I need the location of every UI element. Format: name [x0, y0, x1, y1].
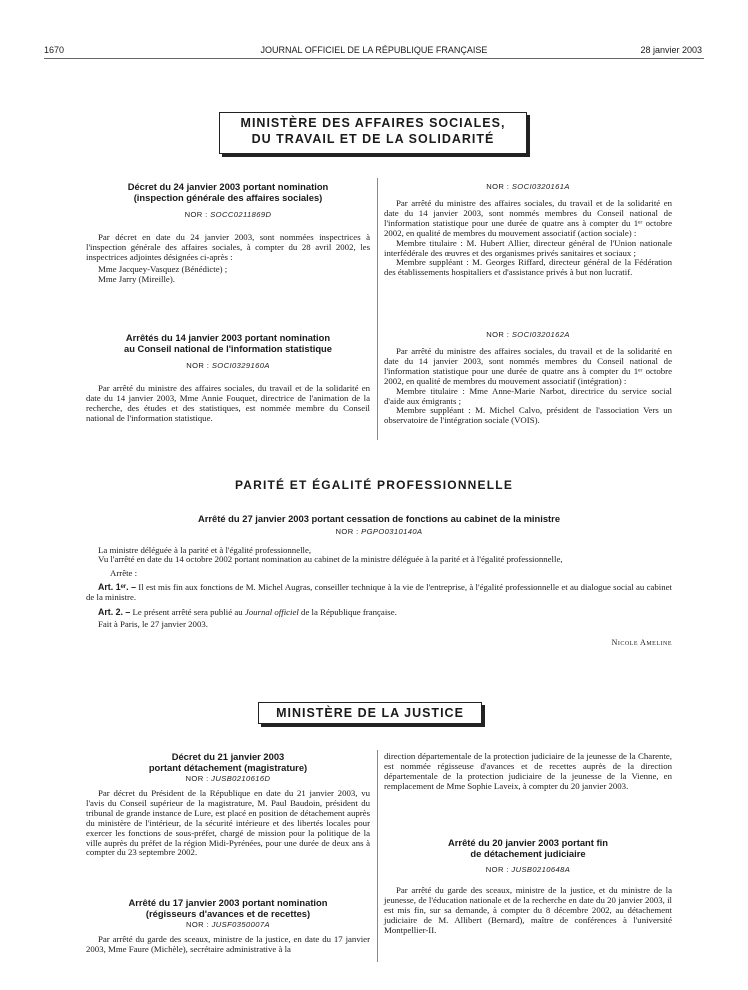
column-divider-bottom [377, 750, 378, 962]
decret-24-title-line1: Décret du 24 janvier 2003 portant nomination [127, 181, 329, 192]
decret-24-name2: Mme Jarry (Mireille). [98, 273, 175, 284]
header-date: 28 janvier 2003 [640, 45, 702, 55]
decret-24-title-line2: (inspection générale des affaires sociales) [133, 191, 323, 203]
arrete-17-janvier [86, 898, 370, 955]
arrete-161A-nor: NOR : SOCI0320161A [486, 182, 570, 191]
decret-24-name1: Mme Jacquey-Vasquez (Bénédicte) ; [98, 263, 228, 274]
arrete-20-janvier [384, 838, 672, 936]
parite-section-title: PARITÉ ET ÉGALITÉ PROFESSIONNELLE [234, 478, 514, 492]
decret-24-nor: NOR : SOCC0211869D [184, 210, 272, 219]
arrete-17-janvier-continued [384, 752, 672, 792]
journal-officiel-italic: Journal officiel [244, 607, 299, 618]
arrete-17-title-line2: (régisseurs d'avances et de recettes) [145, 907, 311, 919]
arrete-17-nor: NOR : JUSF0350007A [185, 920, 271, 929]
header-rule [44, 58, 704, 59]
page-number: 1670 [44, 45, 65, 55]
art1-text: Il est mis fin aux fonctions de M. Michel Augras, conseiller technique à la vie de l'entreprise, à l'égalité professionnelle et au dialogue social au cabinet de la ministre. [86, 582, 672, 603]
arrete-161A [384, 182, 672, 278]
arrete-20-title-line2: de détachement judiciaire [470, 847, 586, 859]
arrete-161A-suppleant: Membre suppléant : M. Georges Riffard, directeur général de la Fédération des établissements hospitaliers et d'assistance privés à but non lucratif. [384, 257, 672, 278]
parite-p1: La ministre déléguée à la parité et à l'égalité professionnelle, [98, 544, 312, 555]
ministry-title-line2: DU TRAVAIL ET DE LA SOLIDARITÉ [251, 132, 495, 146]
art2-label: Art. 2. – [98, 607, 131, 618]
ministry-affaires-sociales-box [219, 112, 527, 154]
arrete-17-body: Par arrêté du garde des sceaux, ministre de la justice, en date du 17 janvier 2003, Mme Faure (Michèle), secrétaire administrative à la [86, 934, 370, 954]
arrete-162A-titulaire: Membre titulaire : Mme Anne-Marie Narbot, directrice du service social d'aide aux émigrants ; [384, 385, 672, 406]
arrete-20-body: Par arrêté du garde des sceaux, ministre de la justice, et du ministre de la jeunesse, de l'éducation nationale et de la recherche en date du 20 janvier 2003, il est mis fin, sur sa demande, à compter du 8 décembre 2002, au détachement judiciaire de M. Allibert (Bernard), maître de conférences à l'université Montpellier-II. [384, 885, 672, 935]
arrete-162A-nor: NOR : SOCI0320162A [486, 330, 570, 339]
arretes-14-title-line1: Arrêtés du 14 janvier 2003 portant nomination [125, 332, 331, 343]
arretes-14-body: Par arrêté du ministre des affaires sociales, du travail et de la solidarité en date du 14 janvier 2003, Mme Annie Fouquet, directrice de l'animation de la recherche, des études et des statistiques, est nommée membre du Conseil national de l'information statistique. [86, 383, 370, 423]
parite-art2: Art. 2. – Le présent arrêté sera publié au Journal officiel de la République française. [98, 607, 397, 618]
arrete-20-nor: NOR : JUSB0210648A [485, 865, 571, 874]
arretes-14-nor: NOR : SOCI0329160A [186, 361, 270, 370]
arrete-162A-suppleant: Membre suppléant : M. Michel Calvo, président de l'association Vers un observatoire de l'intégration sociale (VOIS). [384, 405, 672, 426]
arrete-17-title-line1: Arrêté du 17 janvier 2003 portant nomination [128, 897, 328, 908]
parite-art1 [86, 583, 672, 603]
decret-21-title-line2: portant détachement (magistrature) [148, 761, 308, 773]
parite-p2: Vu l'arrêté en date du 14 octobre 2002 portant nomination au cabinet de la ministre déléguée à la parité et à l'égalité professionnelle, [98, 554, 563, 565]
signature: Nicole Ameline [611, 637, 672, 647]
ministry-justice-box [258, 702, 482, 724]
arrete-27-janvier [86, 514, 672, 648]
decret-21-nor: NOR : JUSB0210616D [185, 774, 271, 783]
journal-title: JOURNAL OFFICIEL DE LA RÉPUBLIQUE FRANÇAISE [260, 45, 488, 55]
arrete-20-title-line1: Arrêté du 20 janvier 2003 portant fin [448, 837, 608, 848]
parite-arrete: Arrête : [110, 568, 138, 579]
arrete-17-body-continued: direction départementale de la protection judiciaire de la jeunesse de la Charente, est nommée régisseuse d'avances et de recettes auprès de la direction départementale de la protection judiciaire de la jeunesse de la Vienne, en remplacement de Mme Sophie Laveix, à compter du 20 janvier 2003. [384, 751, 672, 791]
decret-21-janvier [86, 752, 370, 858]
decret-24-janvier [86, 182, 370, 285]
ministry-title-line1: MINISTÈRE DES AFFAIRES SOCIALES, [240, 116, 506, 130]
arrete-161A-titulaire: Membre titulaire : M. Hubert Allier, directeur général de l'Union nationale interfédérale des œuvres et des organismes privés sanitaires et sociaux ; [384, 237, 672, 258]
decret-21-title-line1: Décret du 21 janvier 2003 [171, 751, 285, 762]
column-divider-top [377, 178, 378, 440]
ministry-justice-title: MINISTÈRE DE LA JUSTICE [276, 706, 464, 720]
arretes-14-title-line2: au Conseil national de l'information statistique [124, 342, 332, 354]
decret-21-body: Par décret du Président de la République en date du 21 janvier 2003, vu l'avis du Conseil supérieur de la magistrature, M. Paul Baudoin, président du tribunal de grande instance de Lure, est placé en position de détachement auprès du ministère de l'intérieur, de la sécurité intérieure et des libertés locales pour exercer les fonctions de sous-préfet, chargé de mission pour la politique de la ville auprès du préfet de la région Midi-Pyrénées, pour une durée de deux ans à compter du 23 septembre 2002. [86, 788, 370, 858]
art1-label: Art. 1ᵉʳ. – [98, 582, 136, 593]
arrete-162A [384, 330, 672, 426]
arrete-162A-body: Par arrêté du ministre des affaires sociales, du travail et de la solidarité en date du 14 janvier 2003, sont nommés membres du Conseil national de l'information statistique pour une durée de quatre ans à compter du 1ᵉʳ octobre 2002, en qualité de membres du mouvement associatif (intégration) : [384, 346, 672, 386]
decret-24-body: Par décret en date du 24 janvier 2003, sont nommées inspectrices à l'inspection générale des affaires sociales, à compter du 28 avril 2002, les inspectrices adjointes désignées ci-après : [86, 232, 370, 262]
arrete-161A-body: Par arrêté du ministre des affaires sociales, du travail et de la solidarité en date du 14 janvier 2003, sont nommés membres du Conseil national de l'information statistique pour une durée de quatre ans à compter du 1ᵉʳ octobre 2002, en qualité de membres du mouvement associatif (action sociale) : [384, 198, 672, 238]
arretes-14-janvier [86, 333, 370, 424]
arrete-27-title: Arrêté du 27 janvier 2003 portant cessation de fonctions au cabinet de la ministre [197, 513, 561, 524]
arrete-27-nor: NOR : PGPO0310140A [335, 526, 423, 536]
parite-fait: Fait à Paris, le 27 janvier 2003. [98, 618, 208, 629]
